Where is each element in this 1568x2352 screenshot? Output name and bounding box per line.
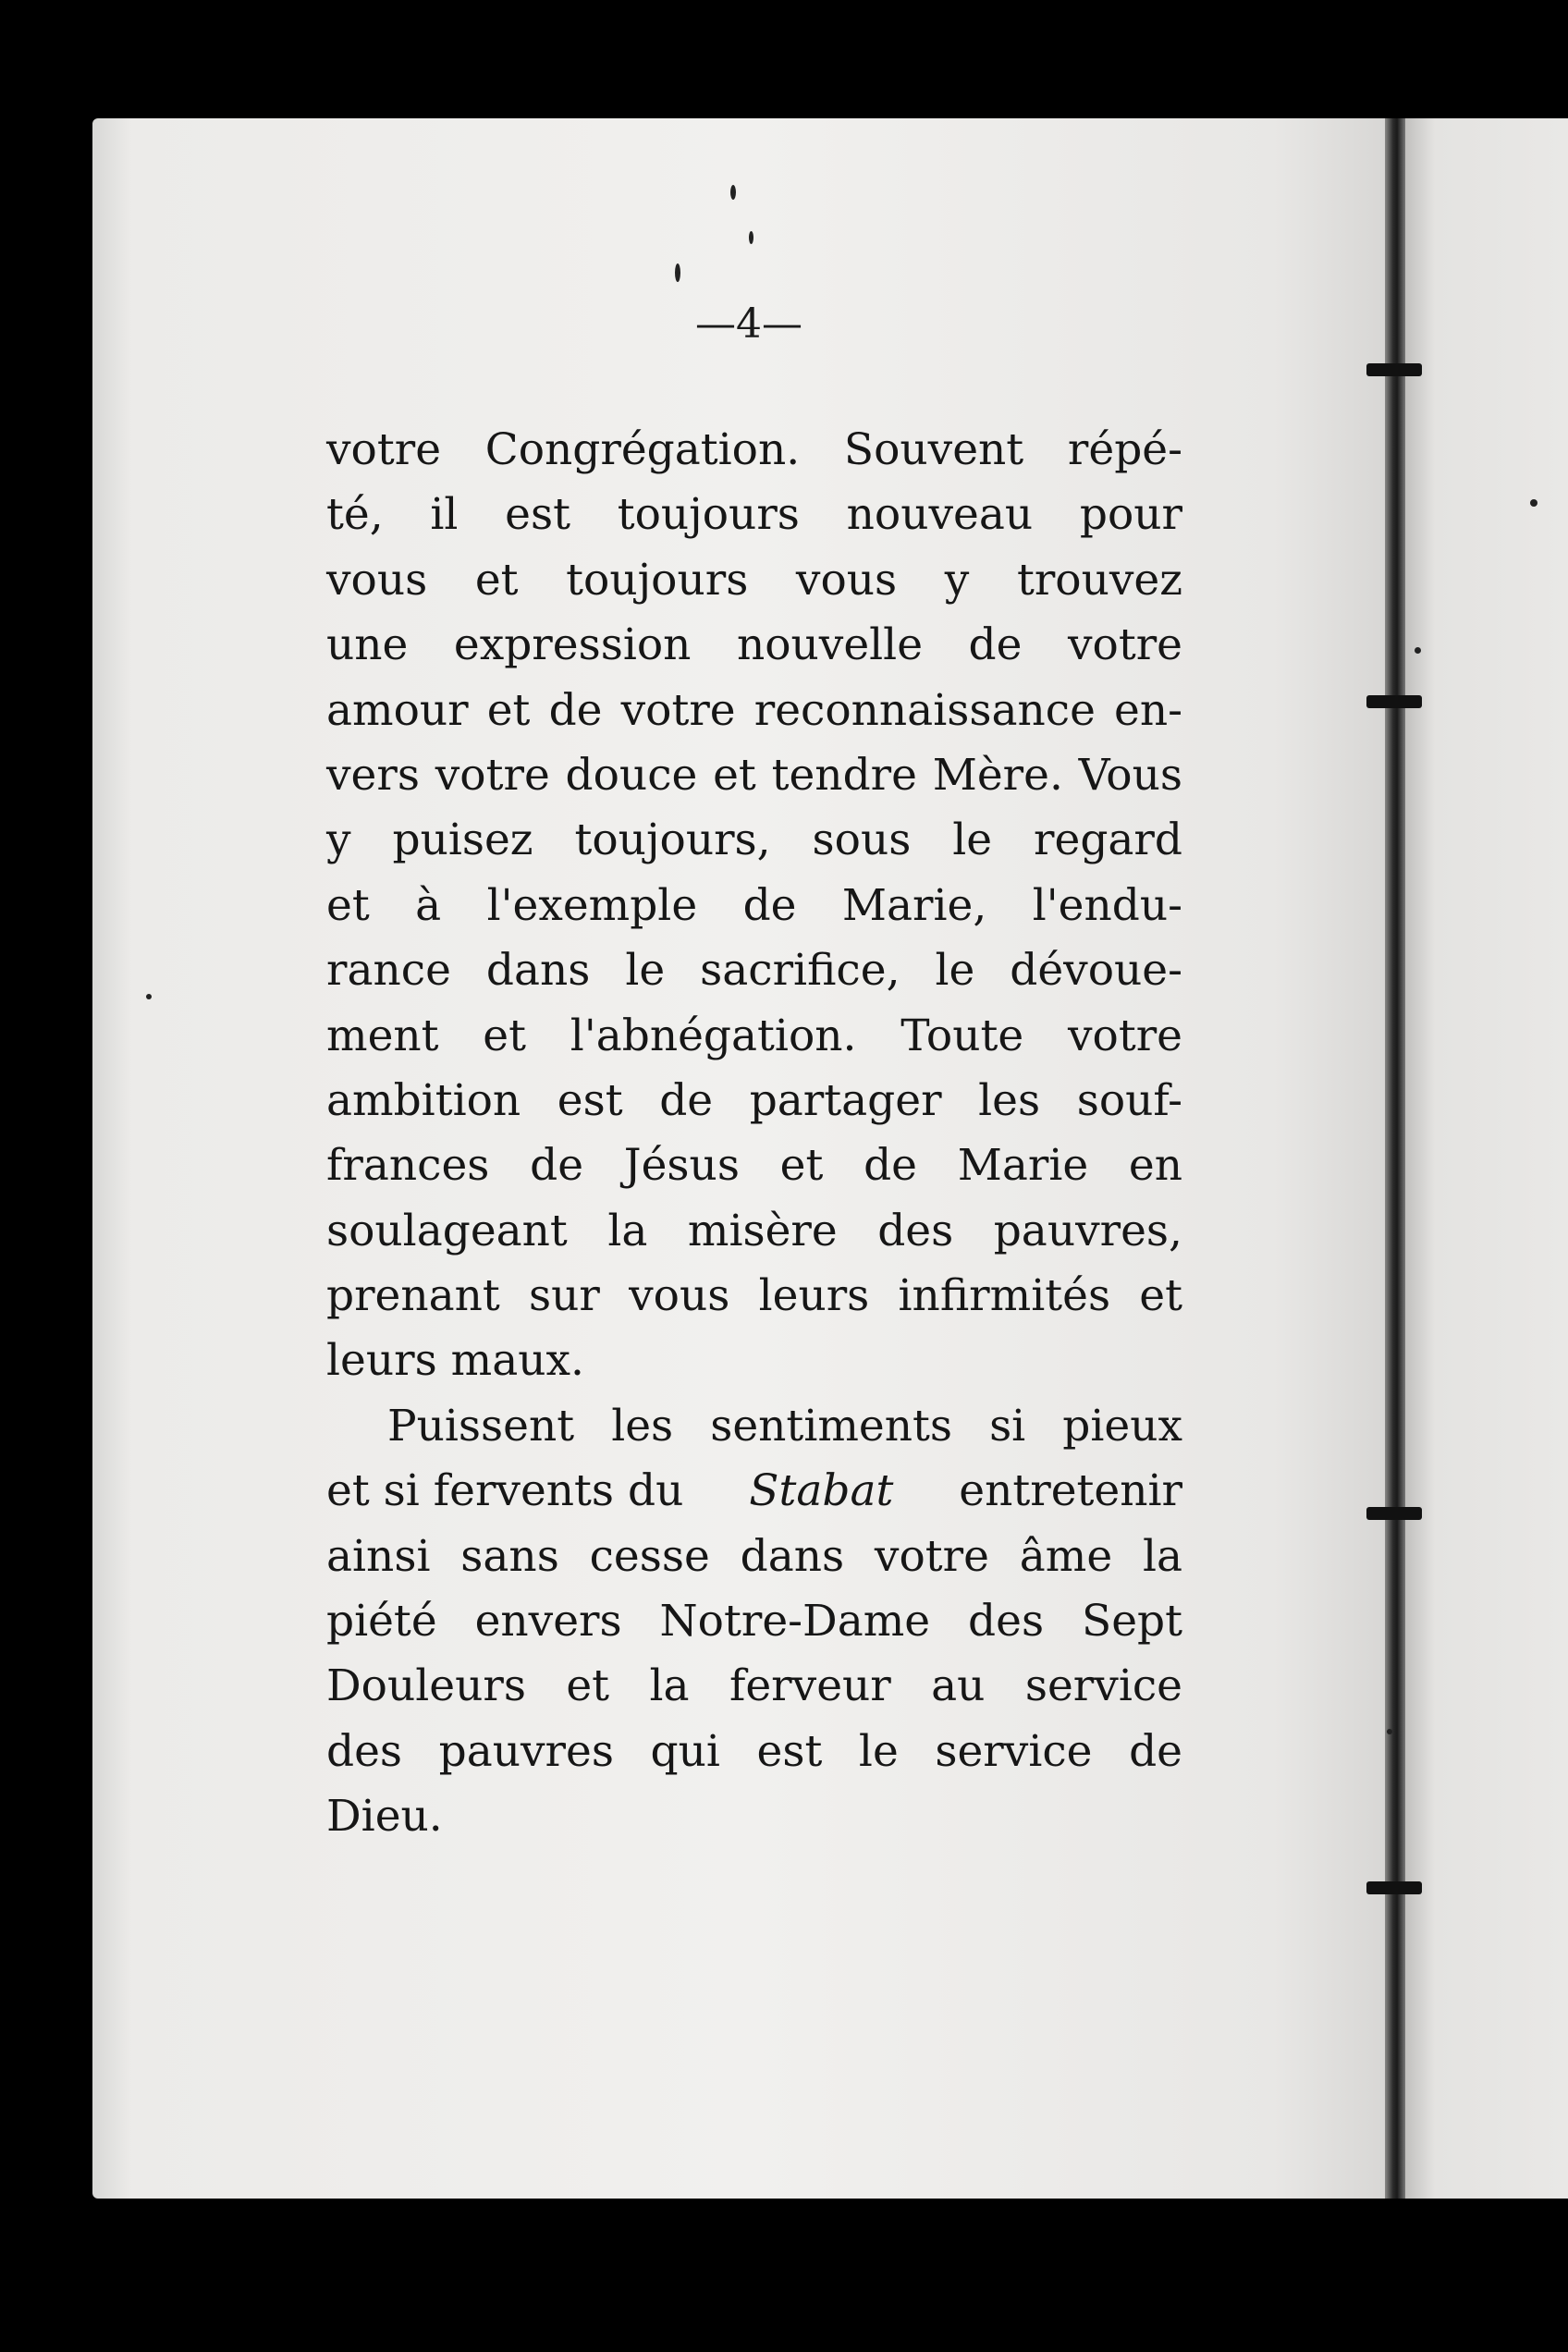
text-line: vers votre douce et tendre Mère. Vous xyxy=(326,749,1182,801)
page-text xyxy=(326,418,1182,1850)
text-line: des pauvres qui est le service de xyxy=(326,1725,1182,1777)
ink-speck xyxy=(1530,499,1537,507)
ink-speck xyxy=(749,231,753,244)
binding-stitch xyxy=(1366,363,1422,376)
text-line: Dieu. xyxy=(326,1791,443,1843)
ink-speck xyxy=(1415,647,1421,654)
text-fragment: et si fervents du xyxy=(326,1465,698,1517)
text-line: Puissent les sentiments si pieux xyxy=(387,1400,1182,1452)
text-line: té, il est toujours nouveau pour xyxy=(326,489,1182,541)
text-line: une expression nouvelle de votre xyxy=(326,619,1182,671)
text-line: ainsi sans cesse dans votre âme la xyxy=(326,1530,1182,1582)
text-line: amour et de votre reconnaissance en- xyxy=(326,684,1182,736)
text-line: Douleurs et la ferveur au service xyxy=(326,1660,1182,1712)
text-line: rance dans le sacrifice, le dévoue- xyxy=(326,945,1182,997)
binding-stitch xyxy=(1366,1881,1422,1894)
text-line: votre Congrégation. Souvent répé- xyxy=(326,424,1182,475)
binding-stitch xyxy=(1366,695,1422,708)
text-line: et à l'exemple de Marie, l'endu- xyxy=(326,879,1182,931)
ink-speck xyxy=(146,994,152,999)
page-number: —4— xyxy=(695,300,802,348)
facing-page-edge xyxy=(1402,118,1568,2199)
text-fragment: entretenir xyxy=(945,1465,1182,1517)
ink-speck xyxy=(675,263,680,282)
ink-speck xyxy=(1387,1729,1392,1734)
text-line: piété envers Notre-Dame des Sept xyxy=(326,1596,1182,1648)
text-line: vous et toujours vous y trouvez xyxy=(326,554,1182,606)
text-line: ment et l'abnégation. Toute votre xyxy=(326,1010,1182,1061)
text-line: y puisez toujours, sous le regard xyxy=(326,815,1182,866)
ink-speck xyxy=(730,185,736,200)
binding-stitch xyxy=(1366,1507,1422,1520)
text-line: frances de Jésus et de Marie en xyxy=(326,1140,1182,1192)
stabat-italic: Stabat xyxy=(749,1465,894,1517)
text-line: ambition est de partager les souf- xyxy=(326,1074,1182,1126)
text-line: soulageant la misère des pauvres, xyxy=(326,1205,1182,1256)
text-line-stabat xyxy=(326,1459,1182,1524)
text-line: leurs maux. xyxy=(326,1335,584,1387)
text-line: prenant sur vous leurs infirmités et xyxy=(326,1270,1182,1322)
